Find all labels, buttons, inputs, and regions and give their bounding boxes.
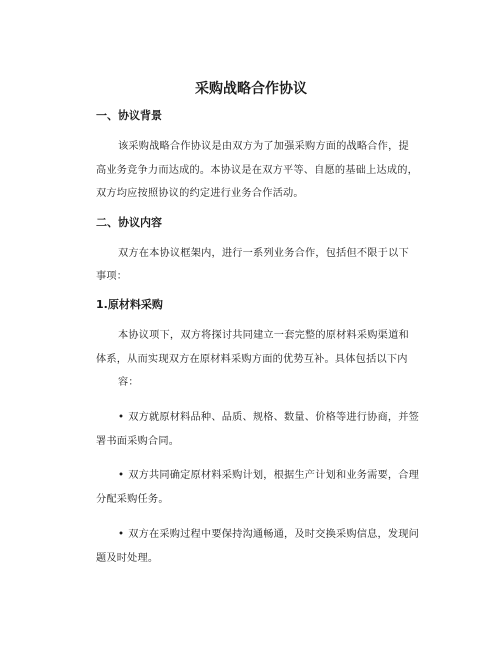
paragraph-line: 该采购战略合作协议是由双方为了加强采购方面的战略合作，提 bbox=[118, 141, 409, 152]
document-title: 采购战略合作协议 bbox=[195, 81, 307, 97]
bullet-text: 双方共同确定原材料采购计划，根据生产计划和业务需要，合理 bbox=[128, 470, 420, 481]
paragraph-line: 事项： bbox=[96, 271, 128, 282]
subsection-heading: 1.原材料采购 bbox=[96, 298, 163, 311]
bullet-item bbox=[118, 408, 419, 423]
bullet-icon: • bbox=[118, 470, 125, 481]
bullet-item bbox=[118, 525, 419, 540]
bullet-icon: • bbox=[118, 529, 125, 540]
paragraph-line: 高业务竞争力而达成的。本协议是在双方平等、自愿的基础上达成的， bbox=[96, 165, 419, 176]
bullet-text: 双方就原材料品种、品质、规格、数量、价格等进行协商，并签 bbox=[128, 412, 420, 423]
bullet-icon: • bbox=[118, 412, 125, 423]
paragraph-line: 体系，从而实现双方在原材料采购方面的优势互补。具体包括以下内 bbox=[96, 354, 408, 365]
section-heading-content: 二、协议内容 bbox=[96, 216, 162, 229]
bullet-text: 双方在采购过程中要保持沟通畅通，及时交换采购信息，发现问 bbox=[128, 529, 420, 540]
bullet-continuation: 分配采购任务。 bbox=[96, 494, 169, 505]
paragraph-line: 双方在本协议框架内，进行一系列业务合作，包括但不限于以下 bbox=[118, 248, 409, 259]
bullet-continuation: 题及时处理。 bbox=[96, 553, 159, 564]
section-heading-background: 一、协议背景 bbox=[96, 109, 162, 122]
paragraph-line: 本协议项下，双方将探讨共同建立一套完整的原材料采购渠道和 bbox=[118, 330, 409, 341]
bullet-item bbox=[118, 466, 419, 481]
paragraph-line: 双方均应按照协议的约定进行业务合作活动。 bbox=[96, 188, 304, 199]
bullet-continuation: 署书面采购合同。 bbox=[96, 436, 180, 447]
paragraph-line: 容： bbox=[118, 377, 139, 388]
